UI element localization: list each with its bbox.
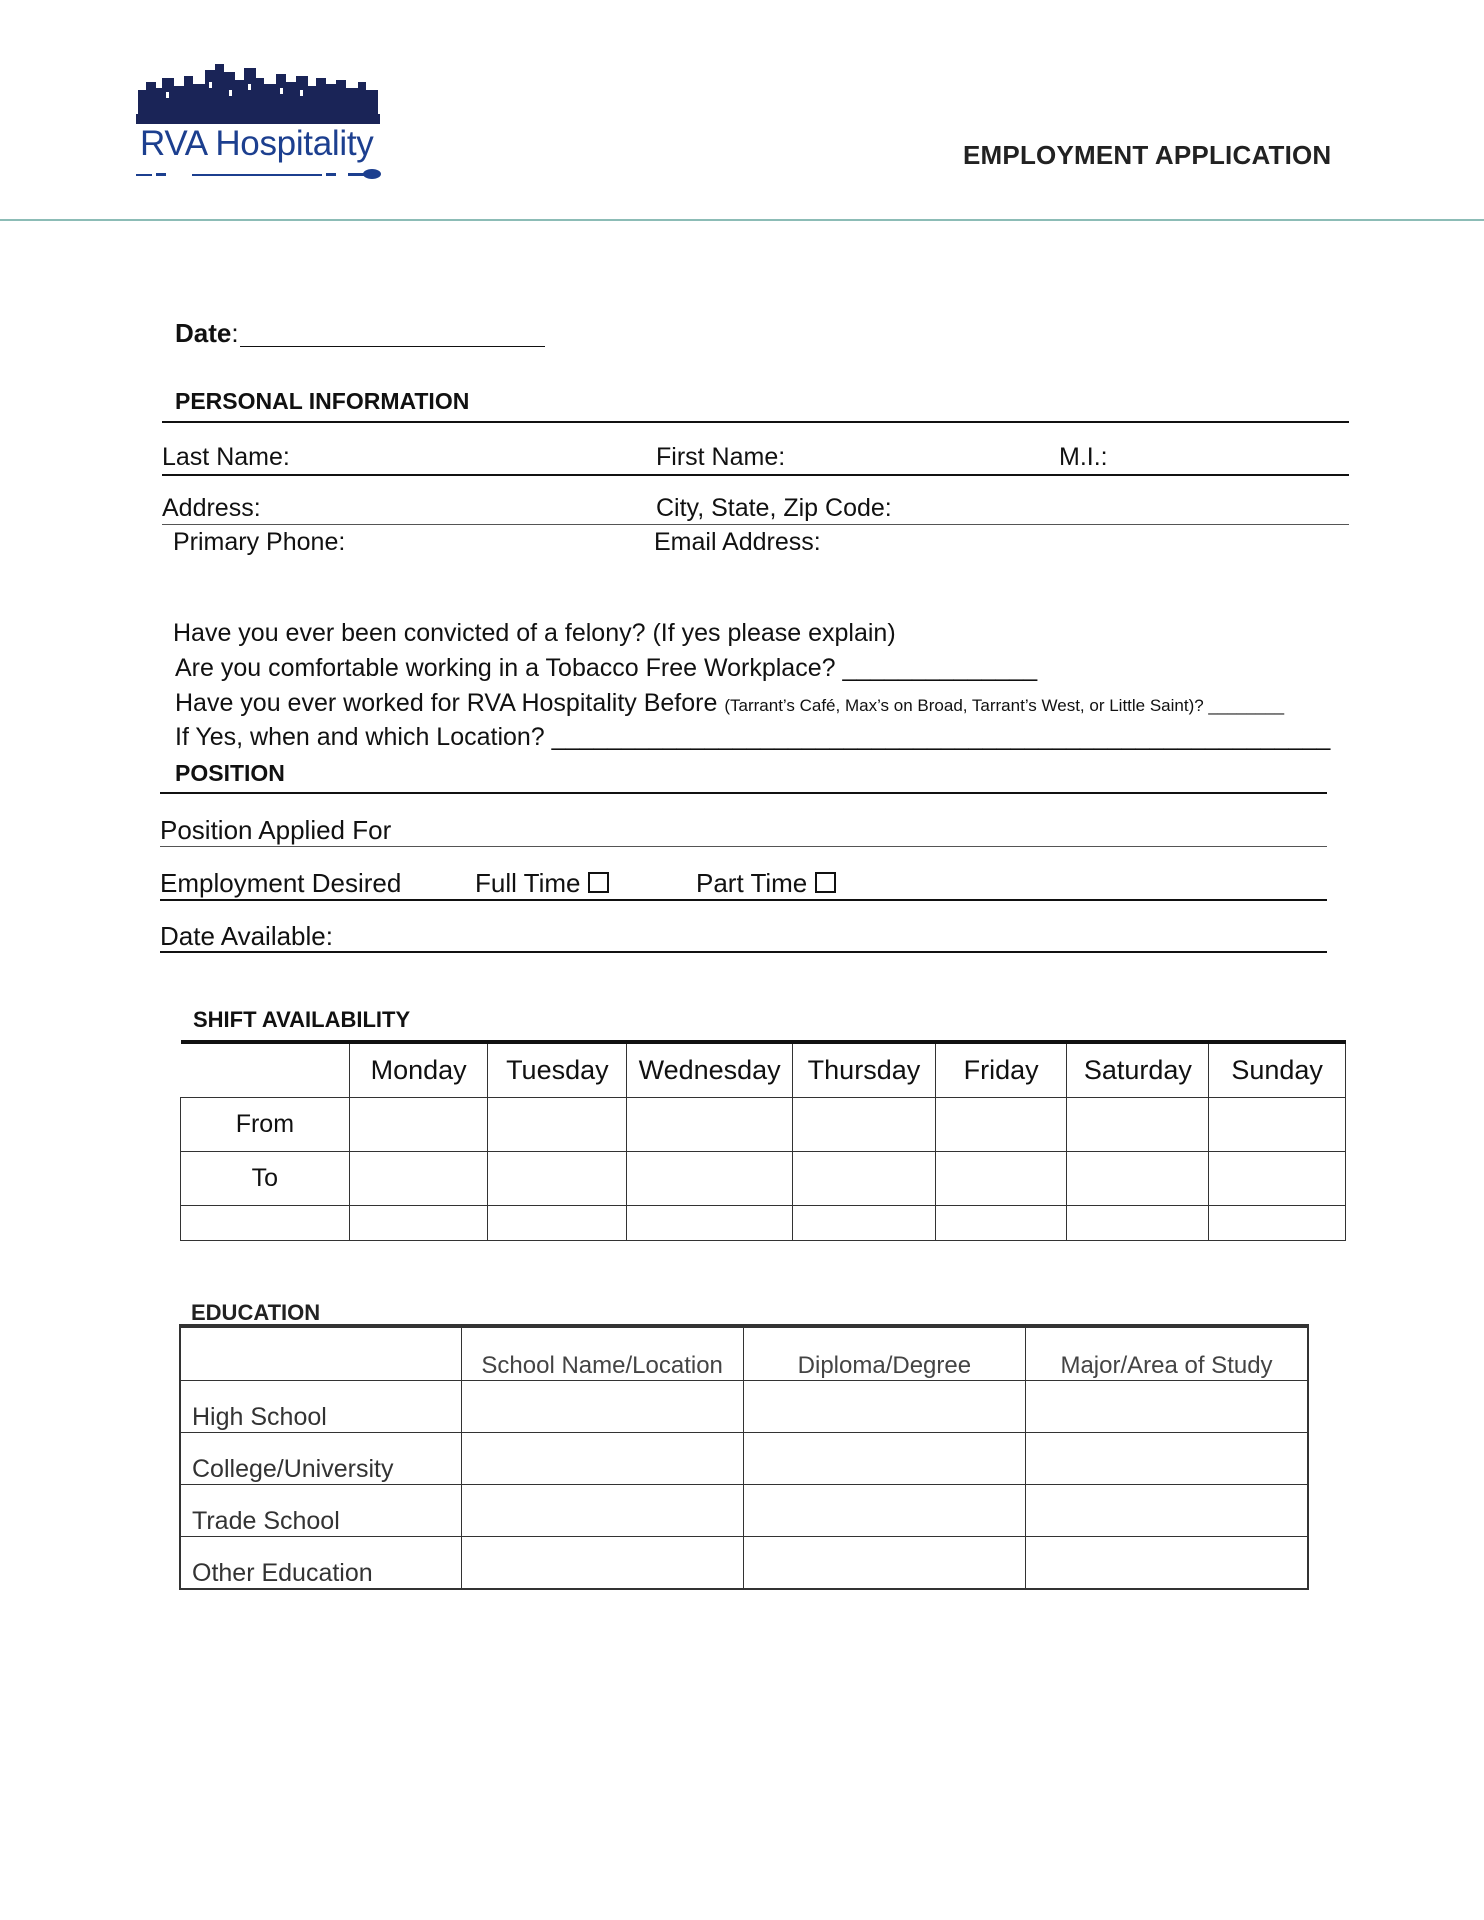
primary-phone-label: Primary Phone: <box>173 528 346 556</box>
shift-cell[interactable] <box>1209 1206 1346 1241</box>
shift-cell[interactable] <box>1067 1152 1209 1206</box>
address-row-rule <box>162 524 1349 525</box>
document-title: EMPLOYMENT APPLICATION <box>963 140 1332 170</box>
education-cell[interactable] <box>461 1537 743 1590</box>
education-column-header: School Name/Location <box>461 1326 743 1381</box>
shift-cell[interactable] <box>1067 1098 1209 1152</box>
when-where-question: If Yes, when and which Location? ________________________________________________________ <box>175 723 1331 751</box>
education-row <box>180 1537 1308 1590</box>
education-row-label: College/University <box>180 1433 461 1485</box>
email-label: Email Address: <box>654 528 821 556</box>
education-cell[interactable] <box>1026 1433 1308 1485</box>
shift-cell[interactable] <box>793 1098 936 1152</box>
shift-availability-table <box>180 1040 1346 1241</box>
education-heading: EDUCATION <box>191 1300 321 1325</box>
shift-day-header: Saturday <box>1067 1042 1209 1098</box>
shift-cell[interactable] <box>1209 1098 1346 1152</box>
education-cell[interactable] <box>743 1537 1025 1590</box>
education-row <box>180 1485 1308 1537</box>
education-row <box>180 1381 1308 1433</box>
position-rule <box>160 792 1327 794</box>
first-name-label: First Name: <box>656 443 786 471</box>
middle-initial-label: M.I.: <box>1059 443 1108 471</box>
worked-before-note: (Tarrant’s Café, Max’s on Broad, Tarrant’s West, or Little Saint)? ________ <box>724 696 1285 715</box>
date-label: Date <box>175 318 232 348</box>
date-field[interactable]: Date: <box>175 318 239 348</box>
shift-row-label: To <box>181 1152 350 1206</box>
shift-row-to <box>181 1152 1346 1206</box>
education-column-header: Diploma/Degree <box>743 1326 1025 1381</box>
shift-cell[interactable] <box>627 1152 793 1206</box>
shift-cell[interactable] <box>488 1098 627 1152</box>
shift-cell[interactable] <box>349 1206 488 1241</box>
position-applied-rule <box>160 846 1327 847</box>
shift-day-header: Monday <box>349 1042 488 1098</box>
employment-desired-rule <box>160 899 1327 901</box>
date-available-rule <box>160 951 1327 953</box>
company-logo <box>136 60 386 185</box>
city-state-zip-label: City, State, Zip Code: <box>656 494 892 522</box>
shift-cell[interactable] <box>488 1152 627 1206</box>
name-row-rule <box>162 474 1349 476</box>
shift-cell[interactable] <box>627 1206 793 1241</box>
shift-day-header: Sunday <box>1209 1042 1346 1098</box>
education-cell[interactable] <box>461 1485 743 1537</box>
education-cell[interactable] <box>1026 1537 1308 1590</box>
part-time-checkbox[interactable] <box>815 872 836 893</box>
shift-row-from <box>181 1098 1346 1152</box>
education-cell[interactable] <box>1026 1485 1308 1537</box>
shift-cell[interactable] <box>793 1152 936 1206</box>
personal-info-heading: PERSONAL INFORMATION <box>175 388 470 414</box>
education-row-label: Other Education <box>180 1537 461 1590</box>
education-row-label: High School <box>180 1381 461 1433</box>
education-row <box>180 1433 1308 1485</box>
brand-name: RVA Hospitality <box>140 124 374 163</box>
shift-cell[interactable] <box>793 1206 936 1241</box>
shift-day-header: Tuesday <box>488 1042 627 1098</box>
personal-info-rule <box>162 421 1349 423</box>
shift-header-row <box>181 1042 1346 1098</box>
position-heading: POSITION <box>175 760 285 786</box>
header-divider <box>0 219 1484 221</box>
shift-cell[interactable] <box>349 1098 488 1152</box>
part-time-label: Part Time <box>696 868 808 898</box>
felony-question: Have you ever been convicted of a felony? (If yes please explain) <box>173 619 896 647</box>
full-time-checkbox[interactable] <box>588 872 609 893</box>
worked-before-text: Have you ever worked for RVA Hospitality Before <box>175 689 718 717</box>
shift-day-header: Wednesday <box>627 1042 793 1098</box>
full-time-option[interactable] <box>475 868 609 899</box>
shift-day-header: Thursday <box>793 1042 936 1098</box>
shift-cell <box>181 1206 350 1241</box>
education-cell[interactable] <box>743 1433 1025 1485</box>
full-time-label: Full Time <box>475 868 581 898</box>
education-cell[interactable] <box>743 1381 1025 1433</box>
education-table <box>179 1324 1309 1590</box>
tobacco-question: Are you comfortable working in a Tobacco Free Workplace? ______________ <box>175 654 1038 682</box>
part-time-option[interactable] <box>696 868 836 899</box>
address-label: Address: <box>162 494 261 522</box>
date-underline <box>240 346 545 347</box>
education-cell[interactable] <box>743 1485 1025 1537</box>
education-corner-cell <box>180 1326 461 1381</box>
shift-corner-cell <box>181 1042 350 1098</box>
education-header-row <box>180 1326 1308 1381</box>
date-available-label: Date Available: <box>160 921 333 951</box>
shift-row-blank <box>181 1206 1346 1241</box>
shift-cell[interactable] <box>627 1098 793 1152</box>
education-cell[interactable] <box>461 1433 743 1485</box>
shift-cell[interactable] <box>488 1206 627 1241</box>
shift-cell[interactable] <box>1209 1152 1346 1206</box>
last-name-label: Last Name: <box>162 443 290 471</box>
shift-heading: SHIFT AVAILABILITY <box>193 1007 411 1032</box>
education-cell[interactable] <box>461 1381 743 1433</box>
education-column-header: Major/Area of Study <box>1026 1326 1308 1381</box>
position-applied-label: Position Applied For <box>160 815 392 845</box>
shift-cell[interactable] <box>935 1098 1067 1152</box>
education-cell[interactable] <box>1026 1381 1308 1433</box>
shift-cell[interactable] <box>935 1206 1067 1241</box>
worked-before-question <box>175 689 1284 718</box>
shift-cell[interactable] <box>1067 1206 1209 1241</box>
shift-day-header: Friday <box>935 1042 1067 1098</box>
education-row-label: Trade School <box>180 1485 461 1537</box>
shift-cell[interactable] <box>349 1152 488 1206</box>
shift-cell[interactable] <box>935 1152 1067 1206</box>
shift-row-label: From <box>181 1098 350 1152</box>
employment-desired-label: Employment Desired <box>160 868 402 898</box>
